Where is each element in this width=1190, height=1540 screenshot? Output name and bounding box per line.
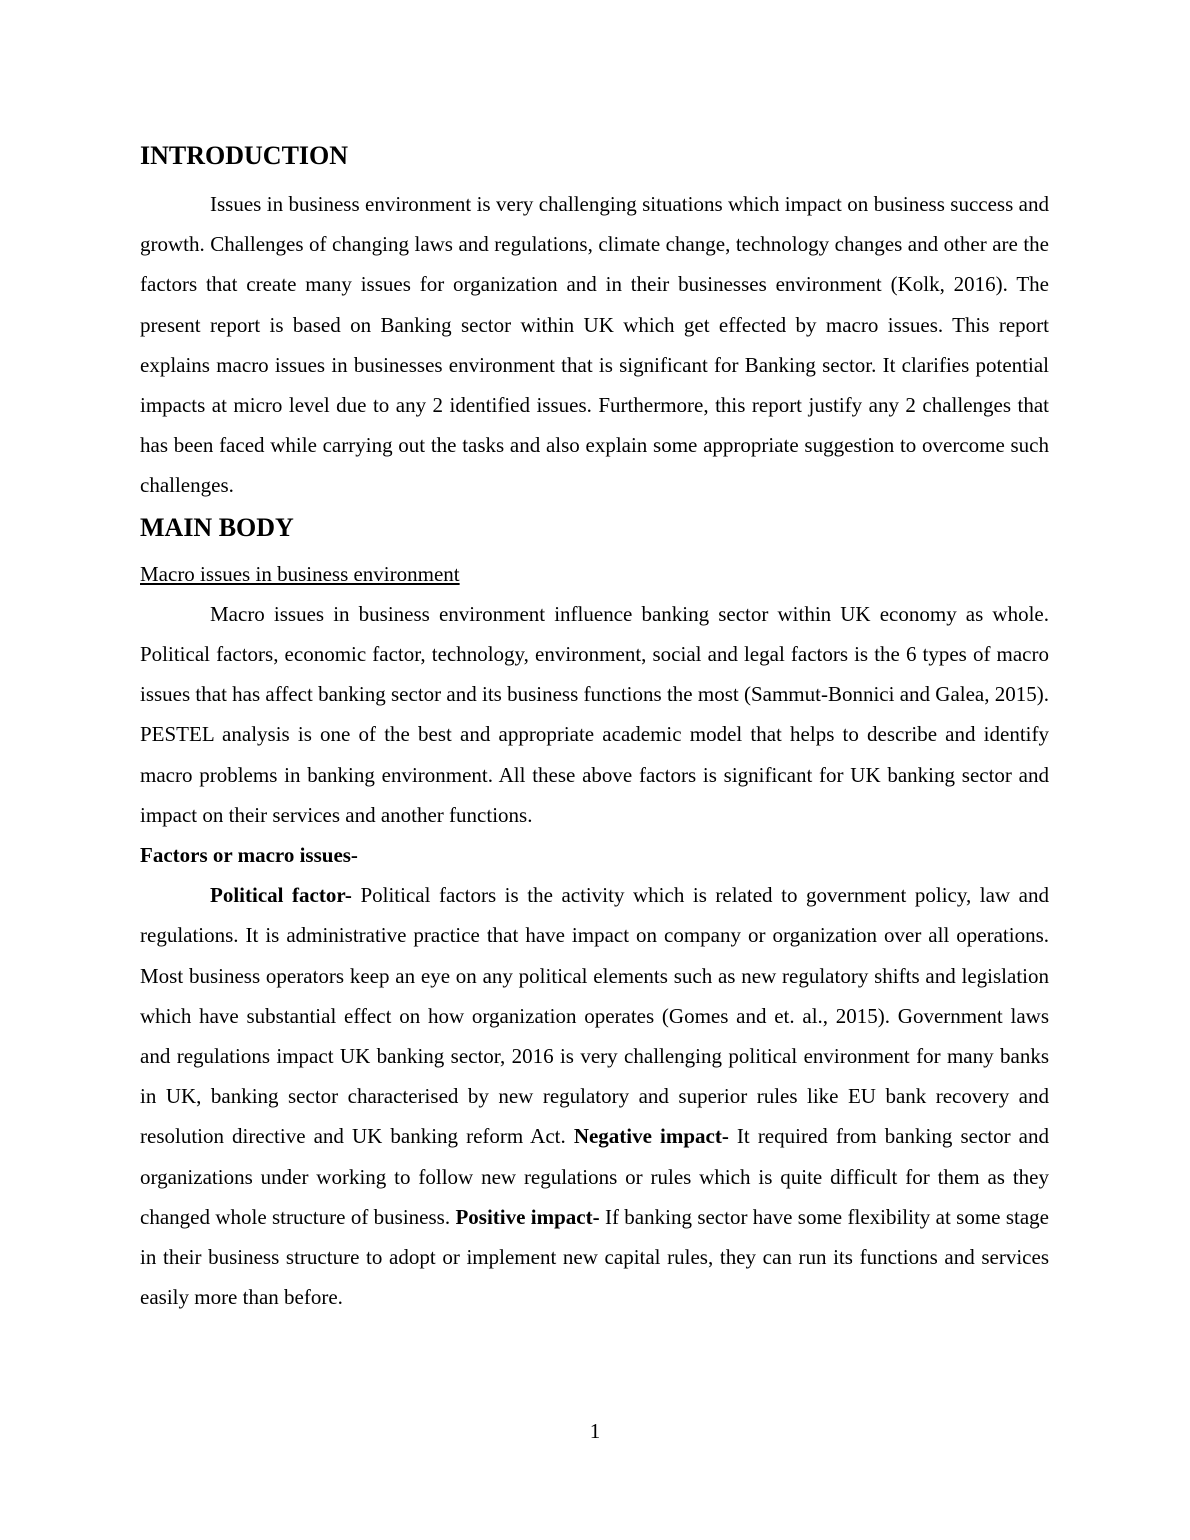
main-body-heading: MAIN BODY bbox=[140, 512, 294, 542]
macro-issues-paragraph: Macro issues in business environment influence banking sector within UK economy as whole. Political factors, economic factor, technology, environment, social and legal factors is the 6 types of macro issues that has affect banking sector and its business functions the most (Sammut-Bonnici and Galea, 2015). PESTEL analysis is one of the best and appropriate academic model that helps to describe and identify macro problems in banking environment. All these above factors is significant for UK banking sector and impact on their services and another functions. bbox=[140, 601, 1049, 827]
political-factor-text: Political factors is the activity which is related to government policy, law and regulations. It is administrative practice that have impact on company or organization over all operations. Most business operators keep an eye on any political elements such as new regulatory shifts and legislation which have substantial effect on how organization operates (Gomes and et. al., 2015). Government laws and regulations impact UK banking sector, 2016 is very challenging political environment for many banks in UK, banking sector characterised by new regulatory and superior rules like EU bank recovery and resolution directive and UK banking reform Act. bbox=[140, 883, 1049, 1149]
introduction-paragraph: Issues in business environment is very challenging situations which impact on business success and growth. Challenges of changing laws and regulations, climate change, technology changes and other are the factors that create many issues for organization and in their businesses environment (Kolk, 2016). The present report is based on Banking sector within UK which get effected by macro issues. This report explains macro issues in businesses environment that is significant for Banking sector. It clarifies potential impacts at micro level due to any 2 identified issues. Furthermore, this report justify any 2 challenges that has been faced while carrying out the tasks and also explain some appropriate suggestion to overcome such challenges. bbox=[140, 192, 1049, 498]
negative-impact-label: Negative impact- bbox=[573, 1124, 729, 1149]
document-page bbox=[140, 138, 1049, 1317]
political-factor-paragraph bbox=[140, 875, 1049, 1317]
political-factor-label: Political factor- bbox=[210, 883, 352, 908]
positive-impact-label: Positive impact- bbox=[455, 1204, 600, 1229]
introduction-heading: INTRODUCTION bbox=[140, 141, 349, 170]
page-number: 1 bbox=[589, 1419, 601, 1443]
positive-impact-text: If banking sector have some flexibility at some stage in their business structure to adopt or implement new capital rules, they can run its functions and services easily more than before. bbox=[140, 1204, 1050, 1310]
negative-impact-text: It required from banking sector and organizations under working to follow new regulations or rules which is quite difficult for them as they changed whole structure of business. bbox=[140, 1124, 1050, 1229]
macro-issues-subheading: Macro issues in business environment bbox=[140, 561, 460, 586]
factors-label: Factors or macro issues- bbox=[140, 843, 358, 868]
